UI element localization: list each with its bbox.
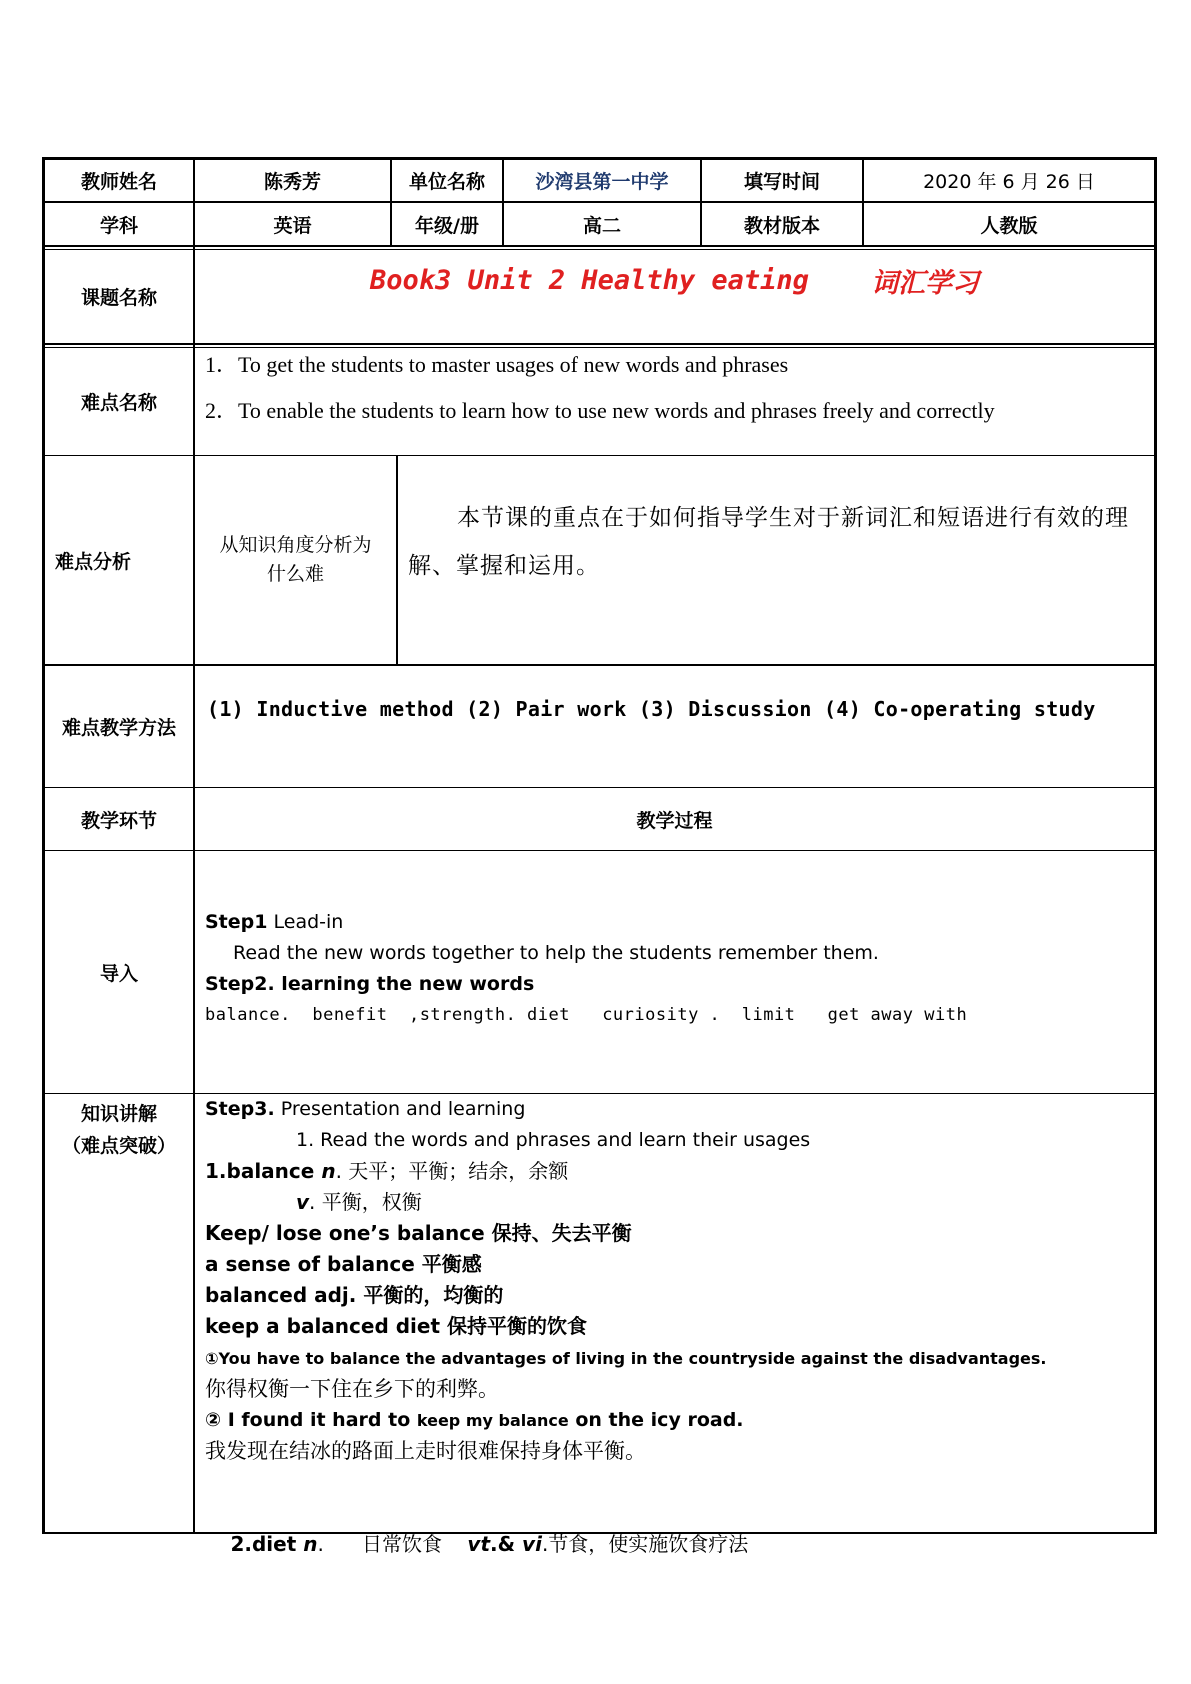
border-right xyxy=(1154,157,1157,1534)
grade-value: 高二 xyxy=(582,214,621,237)
balance-example-1-cn: 你得权衡一下住在乡下的利弊。 xyxy=(205,1377,499,1401)
topic-title xyxy=(195,250,1154,310)
balance-phrase-1: Keep/ lose one’s balance 保持、失去平衡 xyxy=(205,1221,632,1245)
diet-heading-word: 2.diet xyxy=(230,1532,304,1556)
knowledge-step3-rest: Presentation and learning xyxy=(274,1098,526,1120)
balance-verb xyxy=(296,1187,1146,1218)
diet-heading-pos: n xyxy=(303,1532,318,1556)
intro-step1-title: Step1 xyxy=(205,911,268,933)
intro-step1-desc: Read the new words together to help the students remember them. xyxy=(233,942,879,964)
balance-heading xyxy=(205,1156,1145,1187)
intro-step2: Step2. learning the new words xyxy=(205,973,535,995)
teacher-name-value: 陈秀芳 xyxy=(263,171,321,193)
balance-example-2-b: keep my balance xyxy=(416,1411,569,1430)
process-header-title: 教学过程 xyxy=(636,809,713,832)
knowledge-label-line1: 知识讲解 xyxy=(80,1103,157,1125)
method-text: (1) Inductive method (2) Pair work (3) Discussion (4) Co-operating study xyxy=(207,697,1096,721)
difficulty-item-2: 2．To enable the students to learn how to use new words and phrases freely and correctly xyxy=(205,398,995,423)
intro-label: 导入 xyxy=(99,962,138,985)
balance-example-2-en xyxy=(205,1405,1145,1436)
knowledge-step3 xyxy=(205,1094,1145,1125)
knowledge-step3-title: Step3. xyxy=(205,1098,275,1120)
balance-heading-pos: n xyxy=(321,1159,336,1183)
row-divider xyxy=(42,664,1156,666)
method-label: 难点教学方法 xyxy=(61,717,176,739)
knowledge-label-line2: （难点突破） xyxy=(61,1135,176,1157)
edition-label: 教材版本 xyxy=(743,214,820,237)
diet-heading xyxy=(205,1498,1145,1556)
row-divider xyxy=(42,245,1156,247)
balance-example-2-a: ② I found it hard to xyxy=(205,1409,417,1431)
difficulty-label: 难点名称 xyxy=(80,392,157,414)
topic-label: 课题名称 xyxy=(80,287,157,309)
intro-words: balance. benefit ,strength. diet curiosity . limit get away with xyxy=(205,1005,968,1025)
diet-heading-tail: .节食，使实施饮食疗法 xyxy=(541,1532,749,1556)
analysis-text-line2: 解、掌握和运用。 xyxy=(408,553,600,578)
difficulty-item-1: 1．To get the students to master usages of new words and phrases xyxy=(205,352,789,377)
intro-step1 xyxy=(205,907,1145,938)
diet-heading-vi: vi xyxy=(522,1532,542,1556)
balance-example-2-cn: 我发现在结冰的路面上走时很难保持身体平衡。 xyxy=(205,1439,646,1463)
intro-step1-rest: Lead-in xyxy=(267,911,344,933)
balance-phrase-3: balanced adj. 平衡的，均衡的 xyxy=(205,1283,504,1307)
balance-verb-meaning: . 平衡，权衡 xyxy=(309,1190,422,1214)
analysis-text-line1: 本节课的重点在于如何指导学生对于新词汇和短语进行有效的理 xyxy=(457,505,1129,530)
edition-value: 人教版 xyxy=(980,214,1038,237)
unit-name-value: 沙湾县第一中学 xyxy=(535,171,669,193)
balance-verb-pos: v xyxy=(296,1190,310,1214)
topic-title-cn: 词汇学习 xyxy=(870,267,979,299)
subject-value: 英语 xyxy=(273,214,312,237)
topic-title-en: Book3 Unit 2 Healthy eating xyxy=(370,264,809,296)
unit-name-label: 单位名称 xyxy=(408,171,485,193)
analysis-sub-label xyxy=(195,456,396,664)
knowledge-sub1: 1. Read the words and phrases and learn their usages xyxy=(296,1129,811,1151)
date-label: 填写时间 xyxy=(743,171,820,193)
row-divider xyxy=(42,347,1156,348)
analysis-sub-label-line1: 从知识角度分析为 xyxy=(219,534,372,556)
teacher-name-label: 教师姓名 xyxy=(80,171,157,193)
balance-heading-word: 1.balance xyxy=(205,1159,322,1183)
balance-example-2-c: on the icy road. xyxy=(568,1409,744,1431)
diet-heading-amp: .& xyxy=(490,1532,523,1556)
balance-example-1-en: ①You have to balance the advantages of living in the countryside against the disadvantages. xyxy=(205,1349,1047,1368)
balance-heading-meaning: . 天平；平衡；结余，余额 xyxy=(335,1159,569,1183)
balance-phrase-4: keep a balanced diet 保持平衡的饮食 xyxy=(205,1314,587,1338)
knowledge-label xyxy=(45,1094,193,1174)
grade-label: 年级/册 xyxy=(415,214,479,237)
date-value: 2020 年 6 月 26 日 xyxy=(923,171,1095,193)
analysis-sub-label-line2: 什么难 xyxy=(266,563,324,585)
analysis-label: 难点分析 xyxy=(55,550,132,573)
diet-heading-vt: vt xyxy=(467,1532,491,1556)
row-divider xyxy=(42,343,1156,345)
diet-heading-meaning: . 日常饮食 xyxy=(317,1532,468,1556)
subject-label: 学科 xyxy=(99,214,138,237)
row-divider xyxy=(42,850,1156,851)
col-divider xyxy=(396,455,398,665)
balance-phrase-2: a sense of balance 平衡感 xyxy=(205,1252,482,1276)
process-header-label: 教学环节 xyxy=(80,809,157,832)
